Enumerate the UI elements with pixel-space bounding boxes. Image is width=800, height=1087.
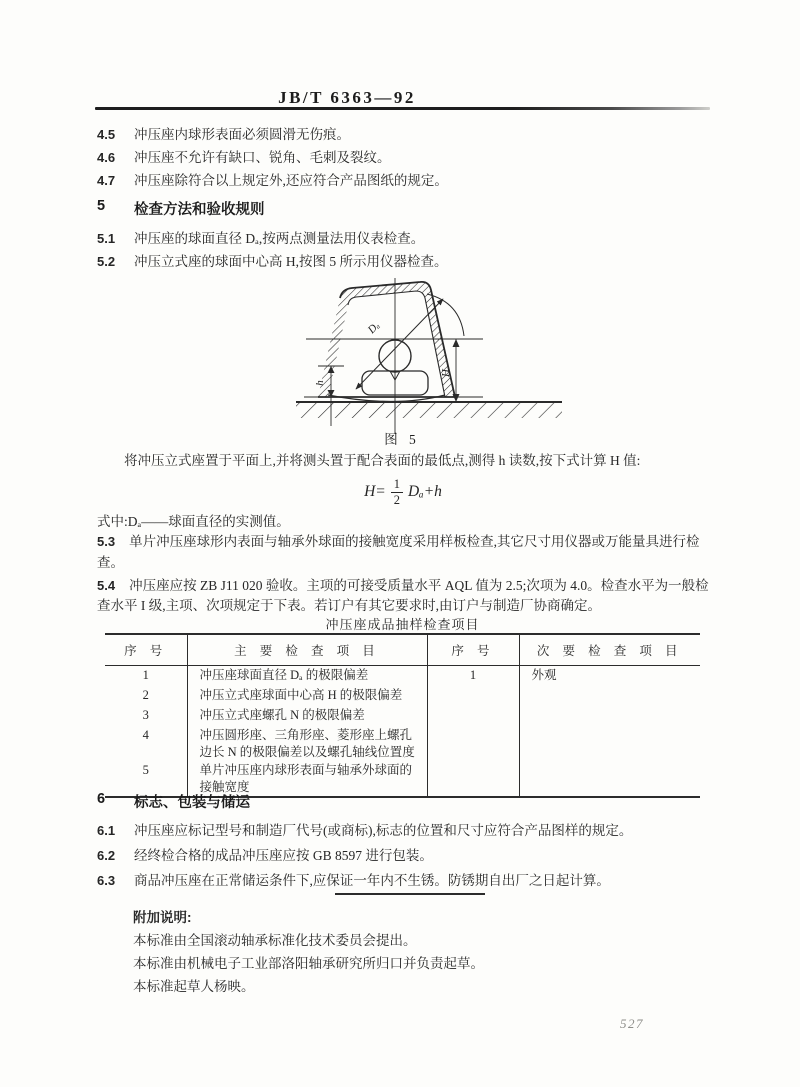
clause-number: 5.1: [97, 231, 116, 246]
header-rule: [95, 107, 710, 110]
figure-5-drawing: [290, 276, 570, 448]
shell-cross-section: [318, 282, 455, 397]
clause-number: 5.2: [97, 254, 116, 269]
h-label: h: [314, 380, 326, 386]
clause-number: 4.6: [97, 150, 116, 165]
inspection-items-table: [105, 633, 700, 798]
clause-number: 6.3: [97, 873, 116, 888]
H-arrow-up: [453, 339, 460, 347]
table-title: 冲压座成品抽样检查项目: [325, 617, 480, 632]
main-row-text: 单片冲压座内球形表面与轴承外球面的接触宽度: [187, 761, 427, 797]
clause-number: 4.5: [97, 127, 116, 142]
header-secondary-items: 次 要 检 查 项 目: [519, 634, 700, 666]
clause-text: 冲压座内球形表面必须圆滑无伤痕。: [134, 127, 350, 142]
formula-rhs: Dₐ+h: [407, 483, 442, 500]
addendum-separator: [335, 893, 485, 895]
clause-4-6: [97, 147, 709, 169]
section-6-heading: [97, 791, 709, 812]
clause-text: 冲压座应按 ZB J11 020 验收。主项的可接受质量水平 AQL 值为 2.5;次项为 4.0。检查水平为一般检查水平 I 级,主项、次项规定于下表。若订户有其它要求时,由订户与制造厂协商确定。: [97, 578, 709, 613]
standard-number: JB/T 6363—92: [278, 88, 416, 107]
measurement-paragraph: 将冲压立式座置于平面上,并将测头置于配合表面的最低点,测得 h 读数,按下式计算 H 值:: [124, 453, 641, 468]
clause-4-7: [97, 170, 709, 192]
header-main-items: 主 要 检 查 项 目: [187, 634, 427, 666]
clause-5-4: [97, 576, 709, 616]
section-number: 6: [97, 791, 106, 807]
table-cell-empty: [427, 706, 519, 726]
H-arrow-down: [453, 394, 460, 402]
table-cell-empty: [427, 726, 519, 761]
clause-text: 冲压立式座的球面中心高 H,按图 5 所示用仪器检查。: [134, 254, 448, 269]
main-row-text: 冲压座球面直径 Dₐ 的极限偏差: [187, 666, 427, 687]
da-label: Dₐ: [365, 319, 383, 337]
clause-text: 冲压座应标记型号和制造厂代号(或商标),标志的位置和尺寸应符合产品图样的规定。: [134, 823, 633, 838]
ground-hatching: [296, 403, 562, 418]
main-row-number: 3: [105, 706, 187, 726]
clause-6-2: [97, 845, 709, 867]
table-cell-empty: [519, 686, 700, 706]
main-row-number: 4: [105, 726, 187, 761]
clause-5-1: [97, 228, 709, 250]
clause-text: 冲压座不允许有缺口、锐角、毛刺及裂纹。: [134, 150, 391, 165]
clause-text: 冲压座除符合以上规定外,还应符合产品图纸的规定。: [134, 173, 448, 188]
secondary-row-number: 1: [427, 666, 519, 687]
formula-lhs: H=: [364, 483, 386, 500]
fraction-denominator: 2: [391, 492, 403, 507]
clause-number: 6.1: [97, 823, 116, 838]
clause-text: 经终检合格的成品冲压座应按 GB 8597 进行包装。: [134, 848, 433, 863]
table-row: [105, 706, 700, 726]
clause-text: 单片冲压座球形内表面与轴承外球面的接触宽度采用样板检查,其它尺寸用仪器或万能量具进行检查。: [97, 534, 700, 570]
table-row: [105, 666, 700, 687]
section-number: 5: [97, 198, 106, 214]
clause-5-3: [97, 531, 709, 573]
da-dimension-line: [356, 299, 443, 389]
main-row-text: 冲压立式座球面中心高 H 的极限偏差: [187, 686, 427, 706]
section-5-heading: [97, 198, 709, 219]
table-row: [105, 686, 700, 706]
table-cell-empty: [519, 726, 700, 761]
clause-number: 4.7: [97, 173, 116, 188]
main-row-number: 5: [105, 761, 187, 797]
clause-number: 5.3: [97, 534, 116, 549]
section-title: 检查方法和验收规则: [134, 202, 265, 218]
addendum-title: 附加说明:: [133, 910, 192, 925]
table-header-row: [105, 634, 700, 666]
main-row-text: 冲压圆形座、三角形座、菱形座上螺孔边长 N 的极限偏差以及螺孔轴线位置度: [187, 726, 427, 761]
main-row-text: 冲压立式座螺孔 N 的极限偏差: [187, 706, 427, 726]
clause-4-5: [97, 124, 709, 146]
clause-number: 6.2: [97, 848, 116, 863]
table-cell-empty: [427, 686, 519, 706]
clause-6-1: [97, 820, 709, 842]
formula-fraction: [391, 477, 403, 507]
clause-text: 冲压座的球面直径 Dₐ,按两点测量法用仪表检查。: [134, 231, 425, 246]
clause-6-3: [97, 870, 709, 892]
formula-where-line: 式中:Dₐ——球面直径的实测值。: [97, 514, 290, 529]
header-serial-main: 序 号: [105, 634, 187, 666]
addendum-line: 本标准起草人杨映。: [133, 979, 255, 994]
page-number: 527: [620, 1016, 644, 1031]
addendum-line: 本标准由机械电子工业部洛阳轴承研究所归口并负责起草。: [133, 956, 484, 971]
secondary-row-text: 外观: [531, 668, 557, 682]
main-row-number: 2: [105, 686, 187, 706]
addendum-block: [133, 906, 693, 998]
addendum-line: 本标准由全国滚动轴承标准化技术委员会提出。: [133, 933, 417, 948]
clause-number: 5.4: [97, 578, 116, 593]
clause-5-2: [97, 251, 709, 273]
base-curve: [328, 395, 445, 402]
fraction-numerator: 1: [393, 477, 400, 492]
main-row-number: 1: [105, 666, 187, 687]
header-serial-secondary: 序 号: [427, 634, 519, 666]
table-row: [105, 726, 700, 761]
figure-caption: 图 5: [384, 432, 420, 447]
H-label: H: [440, 369, 452, 377]
clause-text: 商品冲压座在正常储运条件下,应保证一年内不生锈。防锈期自出厂之日起计算。: [134, 873, 610, 888]
table-cell-empty: [519, 706, 700, 726]
section-title: 标志、包装与储运: [134, 795, 250, 811]
pillow-block-diagram: [290, 276, 570, 448]
height-formula: [97, 475, 709, 509]
